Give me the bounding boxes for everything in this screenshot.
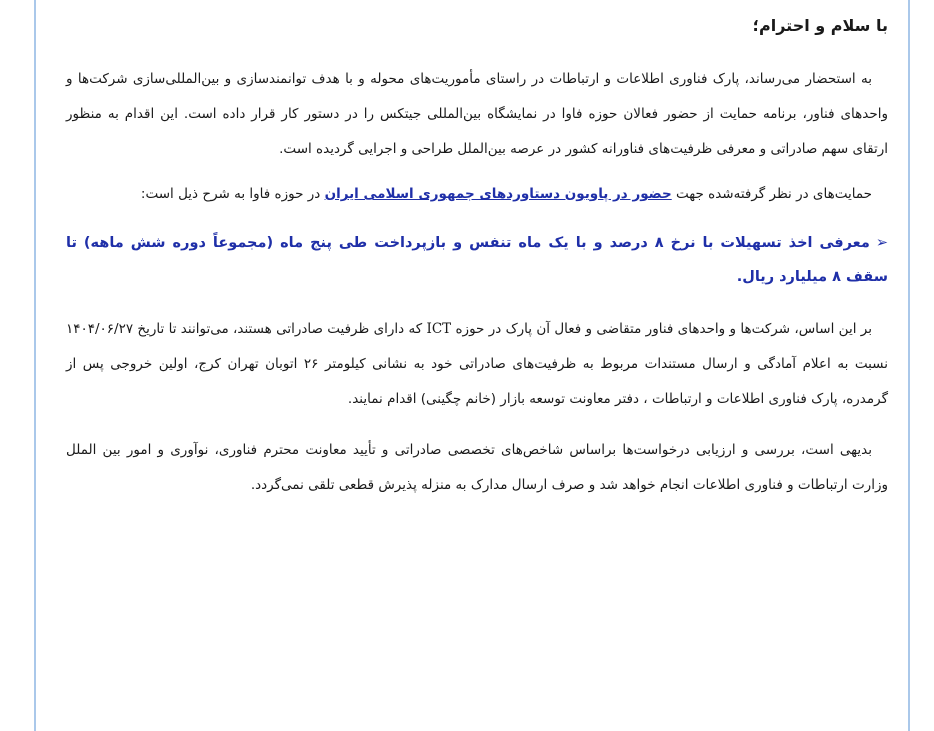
check-arrow-icon: ➢: [875, 235, 888, 251]
paragraph-support: [66, 177, 888, 212]
deadline-text-before: بر این اساس، شرکت‌ها و واحدهای فناور متقاضی و فعال آن پارک در حوزه: [451, 321, 872, 337]
paragraph-evaluation: بدیهی است، بررسی و ارزیابی درخواست‌ها براساس شاخص‌های تخصصی صادراتی و تأیید معاونت محترم فناوری، نوآوری و امور بین الملل وزارت ارتباطات و فناوری اطلاعات انجام خواهد شد و صرف ارسال مدارک به منزله پذیرش قطعی تلقی نمی‌گردد.: [66, 442, 888, 493]
pavilion-highlight: حضور در پاویون دستاوردهای جمهوری اسلامی ایران: [324, 186, 672, 202]
frame-border-left: [34, 0, 36, 731]
support-text-before: حمایت‌های در نظر گرفته‌شده جهت: [671, 186, 872, 202]
support-text-after: در حوزه فاوا به شرح ذیل است:: [140, 186, 325, 202]
greeting: با سلام و احترام؛: [752, 16, 888, 35]
ict-term: ICT: [426, 321, 452, 337]
support-bullet: [66, 226, 888, 294]
deadline-text-after: که دارای ظرفیت صادراتی هستند، می‌توانند تا تاریخ ۱۴۰۴/۰۶/۲۷ نسبت به اعلام آمادگی و ارسال مستندات مربوط به ظرفیت‌های صادراتی خود به نشانی کیلومتر ۲۶ اتوبان تهران کرج، اولین خروجی پس از گرمدره، پارک فناوری اطلاعات و ارتباطات ، دفتر معاونت توسعه بازار (خانم چگینی) اقدام نمایند.: [66, 321, 888, 407]
frame-border-right: [908, 0, 910, 731]
paragraph-intro: به استحضار می‌رساند، پارک فناوری اطلاعات و ارتباطات در راستای مأموریت‌های محوله و با هدف توانمندسازی و بین‌المللی‌سازی شرکت‌ها و واحدهای فناور، برنامه حمایت از حضور فعالان حوزه فاوا در نمایشگاه بین‌المللی جیتکس را در دستور کار قرار داده است. این اقدام به منظور ارتقای سهم صادراتی و معرفی ظرفیت‌های فناورانه کشور در عرصه بین‌الملل طراحی و اجرایی گردیده است.: [66, 71, 888, 157]
paragraph-deadline: [66, 312, 888, 417]
bullet-text: معرفی اخذ تسهیلات با نرخ ۸ درصد و با یک ماه تنفس و بازپرداخت طی پنج ماه (مجموعاً دوره شش ماهه) تا سقف ۸ میلیارد ریال.: [66, 235, 888, 285]
letter-body: [66, 10, 888, 517]
